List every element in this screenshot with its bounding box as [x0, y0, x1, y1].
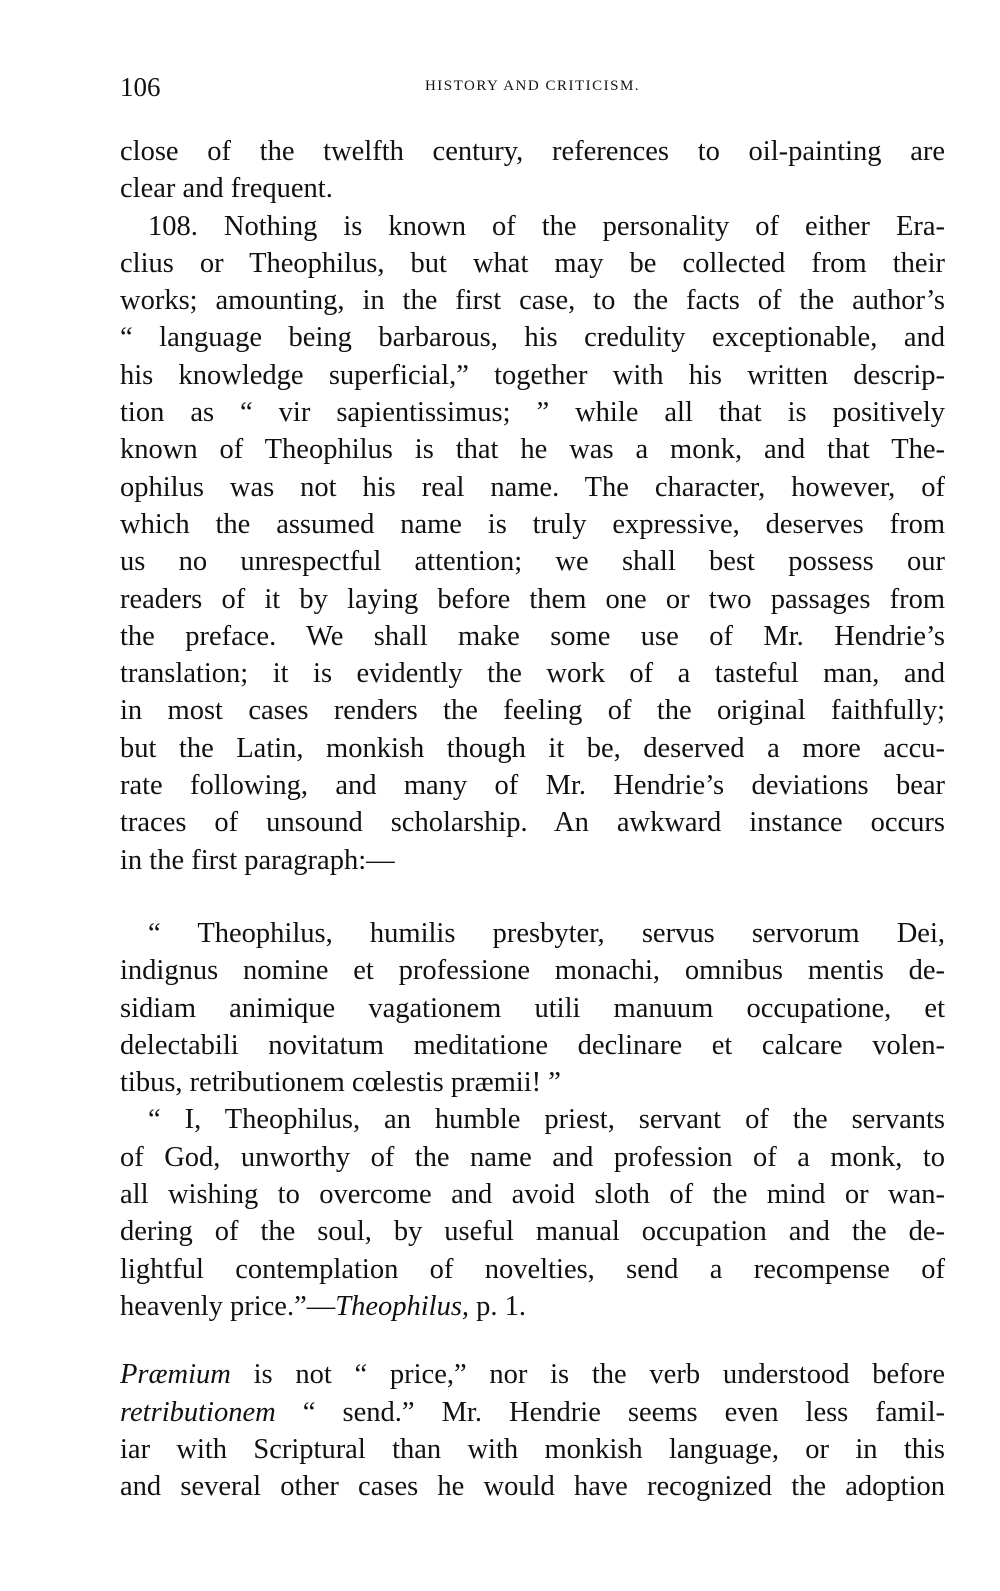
text-line [120, 1251, 945, 1288]
text-run: of God, unworthy of the name and profession of a monk, to [120, 1141, 945, 1173]
text-run: lightful contemplation of novelties, send a recompense of [120, 1253, 945, 1285]
text-line [120, 618, 945, 655]
text-line [120, 767, 945, 804]
text-run: heavenly price.”— [120, 1290, 336, 1322]
text-line [120, 581, 945, 618]
italic-text: retributionem [120, 1396, 276, 1428]
text-run: the preface. We shall make some use of Mr. Hendrie’s [120, 620, 945, 652]
paragraph [120, 208, 945, 879]
text-run: known of Theophilus is that he was a monk, and that The- [120, 434, 945, 466]
text-run: indignus nomine et professione monachi, omnibus mentis de- [120, 955, 945, 987]
text-run: translation; it is evidently the work of a tasteful man, and [120, 658, 945, 690]
text-line [120, 842, 945, 879]
text-run: “ language being barbarous, his credulity exceptionable, and [120, 322, 945, 354]
italic-text: Præmium [120, 1359, 231, 1391]
text-run: clius or Theophilus, but what may be collected from their [120, 247, 945, 279]
paragraph [120, 133, 945, 208]
text-line [120, 1468, 945, 1505]
text-line [120, 1394, 945, 1431]
text-line [120, 1176, 945, 1213]
text-line [120, 394, 945, 431]
text-run: tion as “ vir sapientissimus; ” while all that is positively [120, 397, 945, 429]
text-line [120, 1139, 945, 1176]
text-line [120, 543, 945, 580]
text-run: ophilus was not his real name. The character, however, of [120, 471, 945, 503]
text-run: p. 1. [469, 1290, 527, 1322]
running-header [120, 72, 945, 106]
text-run: readers of it by laying before them one or two passages from [120, 583, 945, 615]
text-run: in the first paragraph:— [120, 844, 395, 876]
text-line [120, 282, 945, 319]
text-run: “ I, Theophilus, an humble priest, servant of the servants [148, 1104, 945, 1136]
text-run: sidiam animique vagationem utili manuum occupatione, et [120, 992, 945, 1024]
paragraph-spacer [120, 879, 945, 915]
page-body [120, 133, 945, 1505]
text-line [120, 952, 945, 989]
text-run: delectabili novitatum meditatione declinare et calcare volen- [120, 1029, 945, 1061]
text-run: in most cases renders the feeling of the original faithfully; [120, 695, 945, 727]
text-line [120, 133, 945, 170]
text-line [120, 915, 945, 952]
text-run: all wishing to overcome and avoid sloth of the mind or wan- [120, 1179, 945, 1211]
paragraph [120, 1101, 945, 1325]
text-line [120, 170, 945, 207]
text-run: dering of the soul, by useful manual occupation and the de- [120, 1216, 945, 1248]
text-line [120, 804, 945, 841]
text-line [120, 469, 945, 506]
italic-text: Theophilus, [335, 1290, 470, 1322]
text-run: “ send.” Mr. Hendrie seems even less famil- [275, 1396, 945, 1428]
text-run: is not “ price,” nor is the verb understood before [230, 1359, 945, 1391]
text-run: traces of unsound scholarship. An awkward instance occurs [120, 807, 945, 839]
text-run: iar with Scriptural than with monkish language, or in this [120, 1433, 945, 1465]
text-run: his knowledge superficial,” together with his written descrip- [120, 359, 945, 391]
text-line [120, 319, 945, 356]
text-run: close of the twelfth century, references to oil-painting are [120, 136, 945, 167]
text-line [120, 655, 945, 692]
text-line [120, 692, 945, 729]
text-run: “ Theophilus, humilis presbyter, servus servorum Dei, [148, 917, 945, 949]
text-line [120, 1356, 945, 1393]
text-line [120, 245, 945, 282]
text-run: but the Latin, monkish though it be, deserved a more accu- [120, 732, 945, 764]
text-line [120, 208, 945, 245]
text-line [120, 1431, 945, 1468]
text-run: us no unrespectful attention; we shall best possess our [120, 546, 945, 578]
running-title: HISTORY AND CRITICISM. [424, 78, 641, 94]
text-line [120, 1064, 945, 1101]
paragraph-spacer [120, 1325, 945, 1356]
page-number: 106 [120, 72, 161, 102]
paragraph [120, 1356, 945, 1505]
text-run: and several other cases he would have recognized the adoption [120, 1471, 945, 1503]
text-line [120, 730, 945, 767]
text-line [120, 1027, 945, 1064]
text-run: 108. Nothing is known of the personality of either Era- [148, 210, 945, 242]
text-line [120, 990, 945, 1027]
text-run: rate following, and many of Mr. Hendrie’s deviations bear [120, 770, 945, 802]
text-line [120, 431, 945, 468]
text-line [120, 1213, 945, 1250]
text-run: works; amounting, in the first case, to the facts of the author’s [120, 285, 945, 317]
text-line [120, 1101, 945, 1138]
paragraph [120, 915, 945, 1101]
text-run: clear and frequent. [120, 173, 333, 205]
text-line [120, 357, 945, 394]
text-line [120, 1288, 945, 1325]
text-run: tibus, retributionem cœlestis præmii! ” [120, 1067, 561, 1099]
text-run: which the assumed name is truly expressive, deserves from [120, 508, 945, 540]
text-line [120, 506, 945, 543]
